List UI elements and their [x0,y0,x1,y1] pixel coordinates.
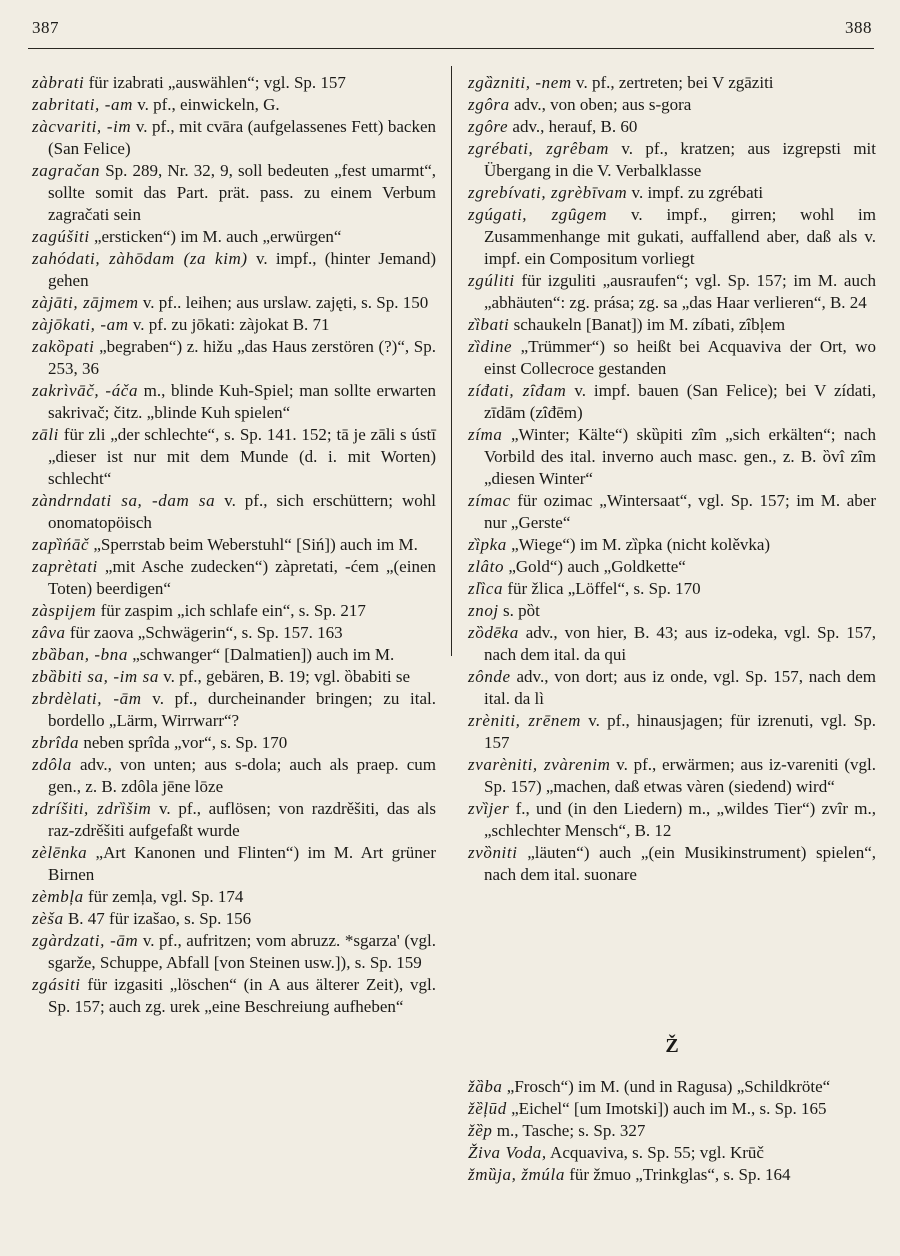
entry-headword: zgúgati, zgȗgem [468,205,608,224]
dictionary-entry [32,732,436,754]
header-rule [28,48,874,49]
entry-definition: für izguliti „ausraufen“; vgl. Sp. 157; im M. auch „abhäuten“: zg. prása; zg. sa „das Haar verlieren“, B. 24 [484,271,876,312]
dictionary-entry [32,886,436,908]
dictionary-entry [32,534,436,556]
entry-headword: zȉdine [468,337,513,356]
entry-definition: Sp. 289, Nr. 32, 9, soll bedeuten „fest umarmt“, sollte somit das Part. prät. pass. zu einem Verbum zagračati sein [48,161,436,224]
entry-definition: adv., von dort; aus iz onde, vgl. Sp. 157, nach dem ital. da lì [484,667,876,708]
entry-definition: für žmuo „Trinkglas“, s. Sp. 164 [564,1165,791,1184]
entry-headword: zèša [32,909,64,928]
entry-definition: für žlica „Löffel“, s. Sp. 170 [503,579,701,598]
entry-headword: zíma [468,425,503,444]
entry-headword: žȁba [468,1077,503,1096]
dictionary-entry [468,622,876,666]
dictionary-entry [32,644,436,666]
dictionary-entry [32,424,436,490]
dictionary-entry [468,1142,876,1164]
entry-definition: „Gold“) auch „Goldkette“ [504,557,686,576]
dictionary-entry [32,798,436,842]
dictionary-entry [468,270,876,314]
dictionary-entry [32,556,436,600]
entry-headword: zdríšiti, zdrȉšim [32,799,152,818]
entry-headword: zàspijem [32,601,97,620]
entry-definition: für zaova „Schwägerin“, s. Sp. 157. 163 [65,623,343,642]
entry-definition: v. pf., einwickeln, G. [132,95,280,114]
dictionary-entry [32,600,436,622]
entry-definition: „Sperrstab beim Weberstuhl“ [Siń]) auch im M. [89,535,418,554]
dictionary-entry [468,578,876,600]
entry-definition: v. pf., gebären, B. 19; vgl. ȍbabiti se [158,667,410,686]
entry-definition: für izabrati „auswählen“; vgl. Sp. 157 [84,73,346,92]
dictionary-entry [32,116,436,160]
entry-definition: „läuten“) auch „(ein Musikinstrument) spielen“, nach dem ital. suonare [484,843,876,884]
entry-headword: zlâto [468,557,505,576]
entry-headword: zônde [468,667,511,686]
entry-definition: v. impf. bauen (San Felice); bei V zídati, zīdām (zȋđēm) [484,381,876,422]
dictionary-entry [32,490,436,534]
entry-headword: zgôre [468,117,509,136]
right-column-z-section [468,1076,876,1186]
entry-headword: zȍdēka [468,623,519,642]
page-number-left: 387 [32,18,59,37]
entry-definition: neben sprîda „vor“, s. Sp. 170 [79,733,288,752]
dictionary-entry [468,1076,876,1098]
entry-definition: für zli „der schlechte“, s. Sp. 141. 152; tā je zāli s ústī „dieser ist nur mit dem Munde (d. i. mit Worten) schlecht“ [48,425,436,488]
letter-heading: Ž [665,1035,679,1057]
entry-headword: zbȁbiti sa, -im sa [32,667,159,686]
entry-headword: zāli [32,425,59,444]
entry-definition: v. pf., kratzen; aus izgrepsti mit Übergang in die V. Verbalklasse [484,139,876,180]
dictionary-entry [468,842,876,886]
dictionary-entry [468,1164,876,1186]
entry-headword: zlȉca [468,579,504,598]
dictionary-entry [32,688,436,732]
entry-definition: adv., von oben; aus s-gora [509,95,692,114]
entry-headword: žmȕja, žmúla [468,1165,565,1184]
dictionary-entry [32,622,436,644]
dictionary-entry [32,226,436,248]
dictionary-entry [468,710,876,754]
entry-definition: „schwanger“ [Dalmatien]) auch im M. [127,645,395,664]
dictionary-entry [32,160,436,226]
dictionary-entry [468,204,876,270]
dictionary-entry [468,314,876,336]
entry-headword: zbrîda [32,733,80,752]
right-column [468,72,876,886]
entry-definition: B. 47 für izašao, s. Sp. 156 [63,909,252,928]
entry-definition: f., und (in den Liedern) m., „wildes Tier“) zvȋr m., „schlechter Mensch“, B. 12 [484,799,876,840]
entry-definition: „Art Kanonen und Flinten“) im M. Art grüner Birnen [48,843,436,884]
entry-definition: adv., herauf, B. 60 [508,117,638,136]
dictionary-entry [468,94,876,116]
entry-definition: für zaspim „ich schlafe ein“, s. Sp. 217 [96,601,366,620]
dictionary-entry [468,1098,876,1120]
entry-definition: für izgasiti „löschen“ (in A aus älterer Zeit), vgl. Sp. 157; auch zg. urek „eine Beschreiung aufheben“ [48,975,436,1016]
dictionary-entry [468,490,876,534]
entry-definition: für ozimac „Wintersaat“, vgl. Sp. 157; im M. aber nur „Gerste“ [484,491,876,532]
entry-definition: v. impf. zu zgrébati [627,183,764,202]
entry-headword: zahódati, zàhōdam (za kim) [32,249,248,268]
dictionary-entry [32,336,436,380]
dictionary-entry [468,116,876,138]
entry-definition: m., Tasche; s. Sp. 327 [492,1121,646,1140]
entry-definition: v. pf. zu jōkati: zàjokat B. 71 [128,315,330,334]
entry-definition: „Frosch“) im M. (und in Ragusa) „Schildkröte“ [502,1077,831,1096]
entry-definition: v. pf., zertreten; bei V zgāziti [571,73,774,92]
entry-headword: zbrdèlati, -ām [32,689,142,708]
dictionary-entry [468,600,876,622]
entry-definition: „begraben“) z. hižu „das Haus zerstören (?)“, Sp. 253, 36 [48,337,436,378]
entry-definition: „Eichel“ [um Imotski]) auch im M., s. Sp. 165 [506,1099,827,1118]
dictionary-entry [468,798,876,842]
entry-headword: zgrébati, zgrêbam [468,139,610,158]
entry-definition: „Wiege“) im M. zȉpka (nicht kolěvka) [506,535,771,554]
entry-headword: zaprètati [32,557,98,576]
entry-headword: zgrebívati, zgrèbīvam [468,183,628,202]
entry-headword: zàjāti, zājmem [32,293,139,312]
entry-headword: zbȁban, -bna [32,645,128,664]
entry-headword: zrèniti, zrēnem [468,711,582,730]
entry-headword: zakȍpati [32,337,95,356]
entry-headword: Živa Voda, [468,1143,547,1162]
entry-headword: zàndrndati sa, -dam sa [32,491,216,510]
dictionary-entry [32,380,436,424]
dictionary-entry [32,94,436,116]
dictionary-entry [32,248,436,292]
entry-headword: zgúliti [468,271,515,290]
entry-definition: v. pf., erwärmen; aus iz-vareniti (vgl. Sp. 157) „machen, daß etwas vàren (siedend) wird“ [484,755,876,796]
dictionary-entry [468,1120,876,1142]
entry-headword: žȅp [468,1121,493,1140]
entry-headword: zèmbļa [32,887,84,906]
entry-headword: zímac [468,491,511,510]
dictionary-entry [468,666,876,710]
entry-headword: znoj [468,601,499,620]
entry-headword: zdôla [32,755,72,774]
entry-definition: für zemļa, vgl. Sp. 174 [83,887,244,906]
left-column [32,72,436,1018]
entry-headword: zabritati, -am [32,95,133,114]
dictionary-entry [468,72,876,94]
entry-definition: adv., von hier, B. 43; aus iz-odeka, vgl. Sp. 157, nach dem ital. da qui [484,623,876,664]
entry-definition: „ersticken“) im M. auch „erwürgen“ [89,227,342,246]
entry-headword: zíđati, zȋđam [468,381,567,400]
entry-headword: zakrìvāč, -áča [32,381,139,400]
dictionary-entry [32,314,436,336]
entry-definition: „mit Asche zudecken“) zàpretati, -ćem „(einen Toten) beerdigen“ [48,557,436,598]
entry-headword: zȉpka [468,535,507,554]
entry-definition: m., blinde Kuh-Spiel; man sollte erwarten sakrivač; čitz. „blinde Kuh spielen“ [48,381,436,422]
dictionary-entry [32,908,436,930]
entry-headword: zagúšiti [32,227,90,246]
dictionary-entry [468,138,876,182]
dictionary-entry [468,336,876,380]
entry-definition: „Winter; Kälte“) skȕpiti zȋm „sich erkälten“; nach Vorbild des ital. inverno auch masc. gen., z. B. ȍvî zȋm „diesen Winter“ [484,425,876,488]
entry-headword: zgȁzniti, -nem [468,73,572,92]
entry-headword: zvȍniti [468,843,518,862]
entry-definition: v. pf., auflösen; von razdrěšiti, das als raz-zdrěšiti aufgefaßt wurde [48,799,436,840]
dictionary-entry [32,666,436,688]
dictionary-entry [468,182,876,204]
entry-definition: v. pf., sich erschüttern; wohl onomatopöisch [48,491,436,532]
dictionary-entry [32,842,436,886]
dictionary-entry [468,556,876,578]
entry-definition: v. pf., mit cvāra (aufgelassenes Fett) backen (San Felice) [48,117,436,158]
dictionary-entry [468,754,876,798]
entry-headword: zvarèniti, zvàrenim [468,755,611,774]
entry-headword: žȅļūd [468,1099,507,1118]
entry-headword: zàcvariti, -im [32,117,132,136]
entry-headword: zagračan [32,161,101,180]
entry-headword: zàbrati [32,73,85,92]
entry-headword: zvȉjer [468,799,510,818]
entry-definition: s. pȍt [498,601,540,620]
dictionary-entry [32,754,436,798]
entry-headword: zȉbati [468,315,510,334]
entry-definition: v. pf., aufritzen; vom abruzz. *sgarza' (vgl. sgarže, Schuppe, Abfall [von Steinen usw.]), s. Sp. 159 [48,931,436,972]
entry-headword: zgàrdzati, -ām [32,931,139,950]
dictionary-entry [468,380,876,424]
page-number-right: 388 [845,18,872,37]
column-divider [451,66,452,656]
entry-headword: zâva [32,623,66,642]
entry-headword: zgásiti [32,975,81,994]
entry-definition: v. impf., (hinter Jemand) gehen [48,249,436,290]
dictionary-entry [32,930,436,974]
dictionary-entry [32,292,436,314]
entry-definition: schaukeln [Banat]) im M. zíbati, zȋbļem [509,315,786,334]
entry-headword: zàjōkati, -am [32,315,129,334]
entry-definition: Acquaviva, s. Sp. 55; vgl. Krūč [546,1143,764,1162]
entry-definition: v. impf., girren; wohl im Zusammenhange mit gukati, auffallend aber, daß als v. impf. ein Compositum vorliegt [484,205,877,268]
entry-headword: zapȉńāč [32,535,90,554]
dictionary-entry [468,424,876,490]
dictionary-entry [468,534,876,556]
entry-definition: v. pf., durcheinander bringen; zu ital. bordello „Lärm, Wirrwarr“? [48,689,436,730]
entry-definition: v. pf.. leihen; aus urslaw. zajęti, s. Sp. 150 [138,293,429,312]
dictionary-entry [32,72,436,94]
entry-headword: zgôra [468,95,510,114]
entry-definition: „Trümmer“) so heißt bei Acquaviva der Ort, wo einst Collecroce gestanden [484,337,876,378]
dictionary-entry [32,974,436,1018]
entry-headword: zèlēnka [32,843,88,862]
entry-definition: adv., von unten; aus s-dola; auch als praep. cum gen., z. B. zdôla jēne lōze [48,755,436,796]
entry-definition: v. pf., hinausjagen; für izrenuti, vgl. Sp. 157 [484,711,877,752]
